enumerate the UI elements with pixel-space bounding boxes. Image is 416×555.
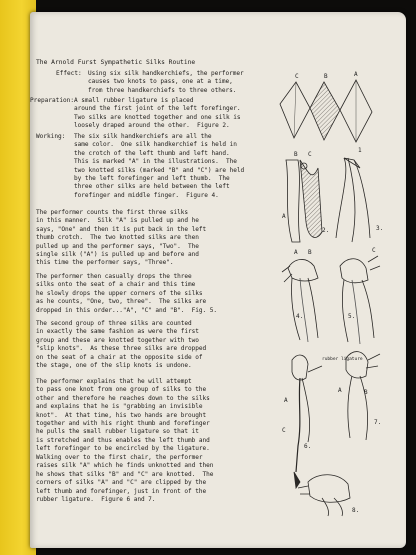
fig-number-3: 3. <box>376 225 384 232</box>
fig-label-a: A <box>354 71 358 78</box>
preparation-text: A small rubber ligature is placed around the first joint of the left forefinger. Two silks are knotted together and one silk is loosely draped around the other. Figure 2. <box>74 97 241 130</box>
page-title: The Arnold Furst Sympathetic Silks Routine <box>36 59 196 66</box>
figure-6-ligature <box>292 355 322 488</box>
paragraph-5: Walking over to the first chair, the performer raises silk "A" which he finds unknotted and then he shows that silks "B" and "C" are knotted. The corners of silks "A" and "C" are clipped by the left thumb and forefinger, just in front of the rubber ligature. Figure 6 and 7. <box>36 454 214 504</box>
fig-label-a4: A <box>284 397 288 404</box>
working-label: Working: <box>36 133 66 140</box>
fig-label-c3: C <box>372 247 376 254</box>
figure-1-silks <box>280 80 372 142</box>
paragraph-4: The performer explains that he will attempt to pass one knot from one group of silks to the other and therefore he reaches down to the silks and explains that he is "grabbing an invisible knot". At that time, his two hands are brought together and with his right thumb and forefinger he pulls the small rubber ligature so that it is stretched and thus enables the left thumb and left forefinger to be encircled by the ligature. <box>36 378 210 453</box>
figure-4-hand-silks <box>282 259 318 342</box>
fig-number-6: 6. <box>304 443 312 450</box>
fig-label-rubber-ligature: rubber ligature <box>322 357 363 362</box>
fig-label-a3: A <box>294 249 298 256</box>
figure-7-ligature <box>346 352 380 440</box>
fig-label-b3: B <box>308 249 312 256</box>
fig-label-a5: A <box>338 387 342 394</box>
effect-text: Using six silk handkerchiefs, the performer causes two knots to pass, one at a time, from three handkerchiefs to three others. <box>88 70 244 94</box>
figure-5-hand-silks <box>340 256 380 344</box>
fig-number-5: 5. <box>348 313 356 320</box>
paragraph-1: The performer counts the first three silks in this manner. Silk "A" is pulled up and he says, "One" and then it is put back in the left thumb crotch. The two knotted silks are then pulled up and the performer says, "Two". The single silk ("A") is pulled up and before and this time the performer says, "Three". <box>36 209 207 267</box>
paragraph-3: The second group of three silks are counted in exactly the same fashion as were the first group and these are knotted together with two "slip knots". As these three silks are dropped on the seat of a chair at the opposite side of the stage, one of the slip knots is undone. <box>36 320 207 370</box>
fig-label-b2: B <box>294 151 298 158</box>
fig-number-2: 2. <box>322 227 330 234</box>
figure-3-silks <box>336 158 370 242</box>
fig-label-b4: B <box>364 389 368 396</box>
fig-label-a2: A <box>282 213 286 220</box>
fig-number-8: 8. <box>352 507 360 514</box>
figure-8-hand <box>298 475 350 516</box>
paragraph-2: The performer then casually drops the three silks onto the seat of a chair and this time he slowly drops the upper corners of the silks as he counts, "One, two, three". The silks are dropped in this order..."A", "C" and "B". Fig. 5. <box>36 273 217 314</box>
fig-label-c2: C <box>308 151 312 158</box>
working-text: The six silk handkerchiefs are all the same color. One silk handkerchief is held in the crotch of the left thumb and left hand. This is marked "A" in the illustrations. The two knotted silks (marked "B" and "C") are held by the left forefinger and left thumb. The three other silks are held between the left forefinger and middle finger. Figure 4. <box>74 133 245 199</box>
figure-2-knotted-silks <box>286 160 322 242</box>
fig-label-b: B <box>324 73 328 80</box>
fig-number-7: 7. <box>374 419 382 426</box>
preparation-label: Preparation: <box>30 97 75 104</box>
fig-label-c: C <box>295 73 299 80</box>
fig-number-4: 4. <box>296 313 304 320</box>
fig-number-1: 1 <box>358 147 362 154</box>
document-page <box>30 12 406 548</box>
effect-label: Effect: <box>56 70 82 77</box>
illustrations <box>278 42 406 522</box>
fig-label-c4: C <box>282 427 286 434</box>
